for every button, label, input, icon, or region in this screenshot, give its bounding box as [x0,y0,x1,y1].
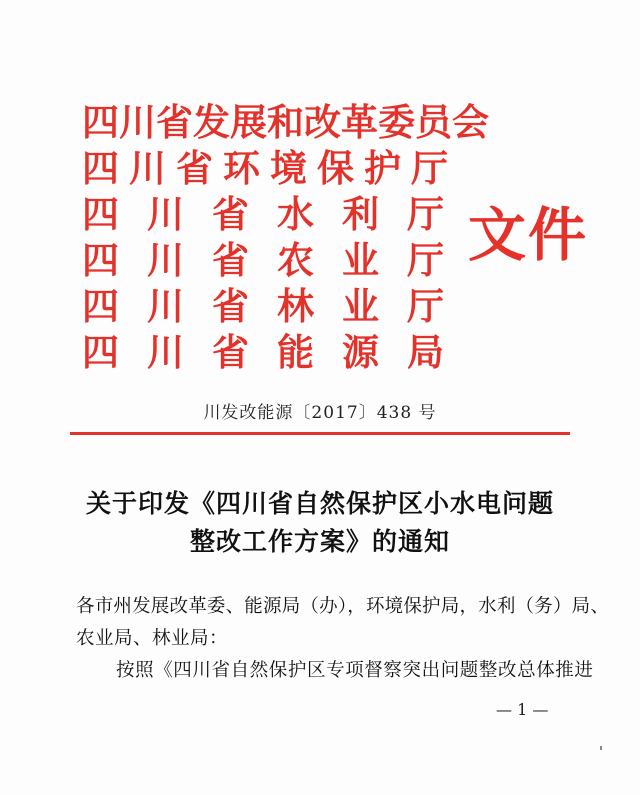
issuer-char: 业 [342,239,379,282]
issuer-char: 省 [212,285,249,328]
issuer-char: 川 [147,193,184,236]
notice-title-line-2: 整改工作方案》的通知 [189,527,450,556]
issuer-char: 四 [82,331,119,374]
issuer-char: 川 [147,331,184,374]
body-paragraph: 按照《四川省自然保护区专项督察突出问题整改总体推进 [116,660,594,681]
issuer-char: 省 [212,193,249,236]
issuer-char: 厅 [407,193,444,236]
issuer-char: 厅 [407,239,444,282]
issuer-char: 省 [212,239,249,282]
issuer-line-environment: 四川省环境保护厅 [82,147,458,190]
issuer-line-water [82,192,444,238]
issuer-char: 源 [342,331,379,374]
issuer-char: 川 [147,285,184,328]
issuer-char: 四 [82,193,119,236]
recipients-line-2: 农业局、林业局： [76,628,229,649]
issuer-char: 省 [212,331,249,374]
issuer-line-energy [82,330,444,376]
notice-title-line-1: 关于印发《四川省自然保护区小水电问题 [85,489,554,518]
issuer-char: 四 [82,239,119,282]
issuer-char: 业 [342,285,379,328]
page-number: — 1 — [496,700,549,719]
issuer-line-ndrc: 四川省发展和改革委员会 [82,101,489,144]
issuer-char: 农 [277,239,314,282]
issuer-char: 局 [407,331,444,374]
issuer-char: 利 [342,193,379,236]
issuer-line-agriculture [82,238,444,284]
doc-type-label: 文件 [468,201,589,269]
document-number: 川发改能源〔2017〕438 号 [203,403,437,423]
issuer-char: 厅 [407,285,444,328]
header-divider-rule [70,432,570,435]
recipients-line-1: 各市州发展改革委、能源局（办），环境保护局，水利（务）局、 [76,596,610,617]
issuer-char: 川 [147,239,184,282]
issuer-char: 林 [277,285,314,328]
issuer-block [82,100,489,376]
issuer-line-forestry [82,284,444,330]
issuer-char: 能 [277,331,314,374]
issuer-char: 四 [82,285,119,328]
scan-speck [600,746,602,750]
issuer-char: 水 [277,193,314,236]
